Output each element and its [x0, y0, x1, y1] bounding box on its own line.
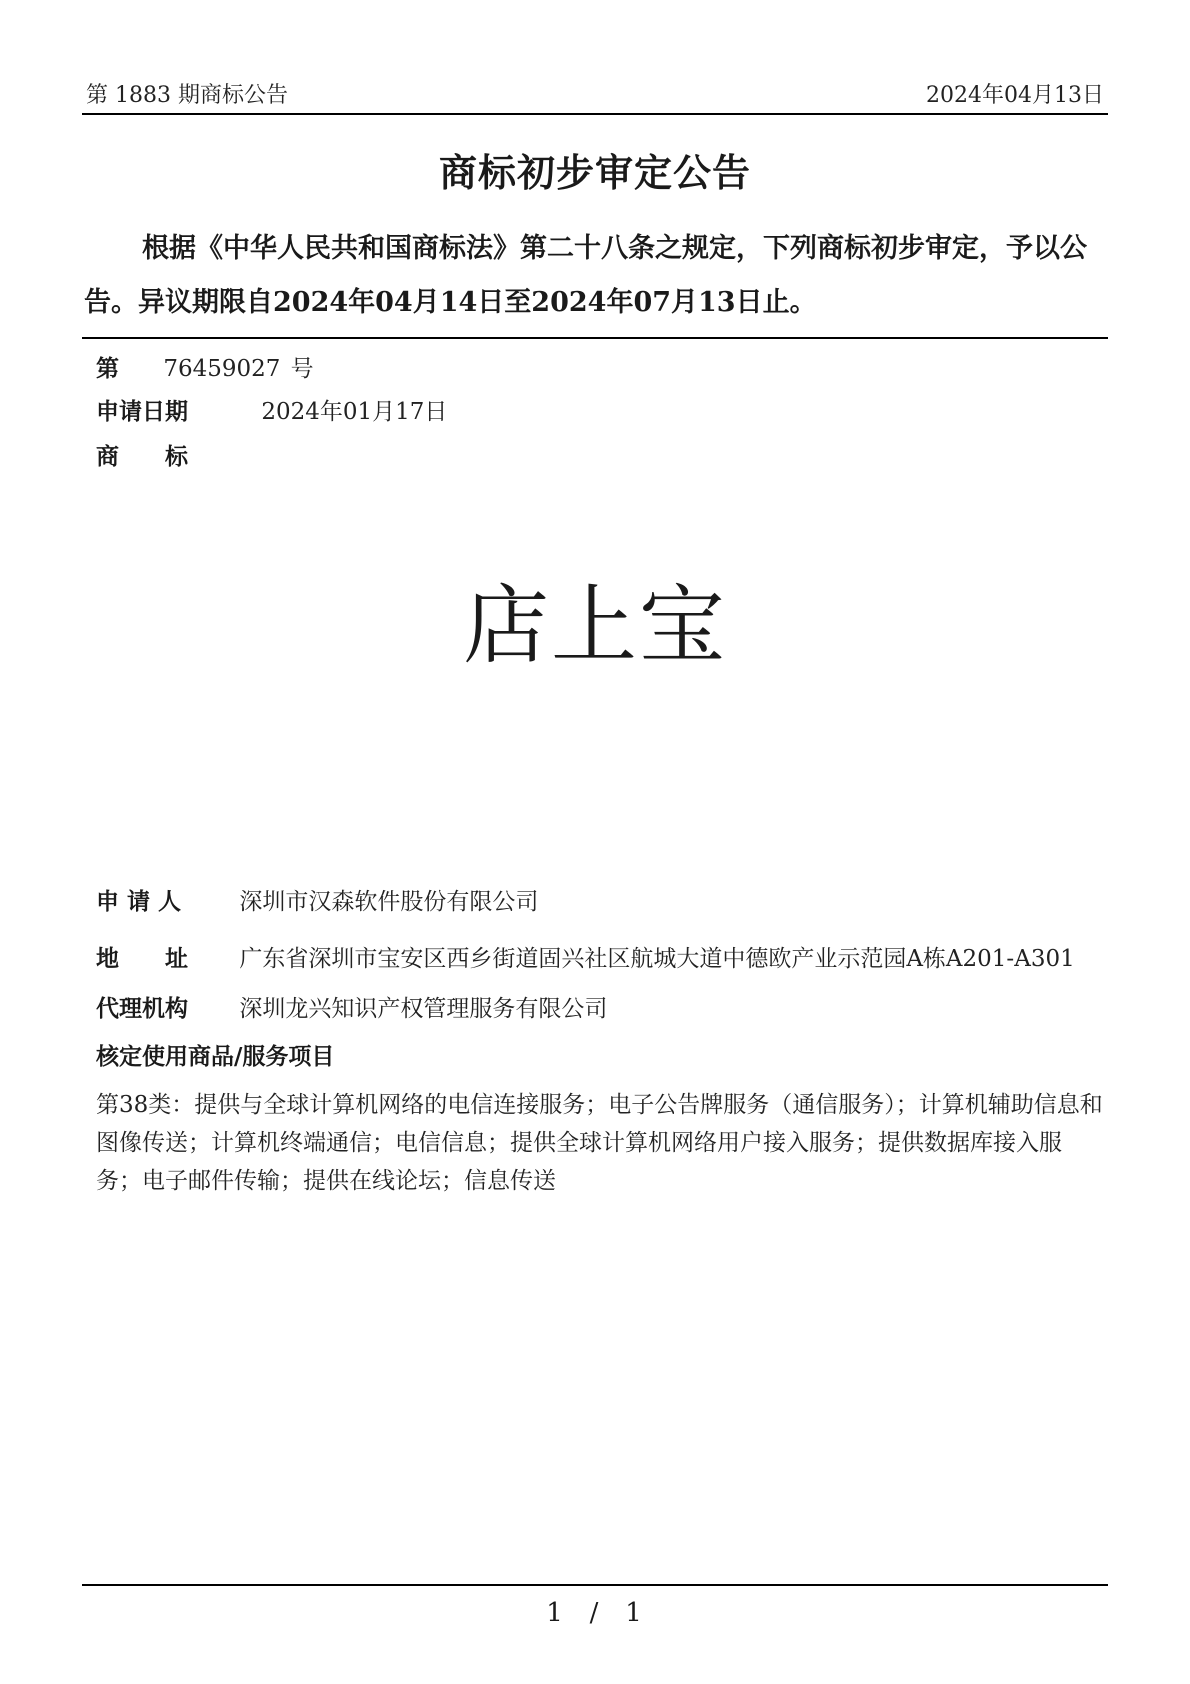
page-number	[0, 1598, 1190, 1628]
page-current: 1	[546, 1598, 565, 1628]
agent-row	[96, 990, 607, 1023]
agent-label: 代理机构	[96, 995, 188, 1022]
address-value: 广东省深圳市宝安区西乡街道固兴社区航城大道中德欧产业示范园A栋A201-A301	[239, 946, 1075, 972]
applicant-label: 申 请 人	[96, 888, 182, 915]
agent-name: 深圳龙兴知识产权管理服务有限公司	[239, 996, 608, 1022]
filing-date-row	[96, 393, 447, 426]
trademark-text: 店上宝	[463, 576, 727, 676]
registration-number-row	[96, 350, 314, 383]
page-separator: /	[589, 1598, 601, 1628]
mark-label: 商 标	[96, 443, 188, 470]
number-prefix: 第	[96, 355, 119, 382]
issue-date: 2024年04月13日	[926, 83, 1104, 108]
filing-date-label: 申请日期	[96, 398, 188, 425]
footer-divider	[82, 1584, 1108, 1586]
intro-paragraph: 根据《中华人民共和国商标法》第二十八条之规定，下列商标初步审定，予以公告。异议期限自2024年04月14日至2024年07月13日止。	[84, 233, 1087, 318]
number-suffix: 号	[290, 356, 314, 382]
goods-label: 核定使用商品/服务项目	[96, 1043, 335, 1070]
address-label: 地 址	[96, 945, 188, 972]
goods-services-list: 第38类：提供与全球计算机网络的电信连接服务；电子公告牌服务（通信服务）；计算机辅助信息和图像传送；计算机终端通信；电信信息；提供全球计算机网络用户接入服务；提供数据库接入服务；电子邮件传输；提供在线论坛；信息传送	[96, 1092, 1103, 1194]
applicant-row	[96, 883, 538, 916]
registration-number: 76459027	[163, 356, 281, 382]
applicant-name: 深圳市汉森软件股份有限公司	[239, 889, 539, 915]
filing-date: 2024年01月17日	[261, 399, 448, 425]
page-total: 1	[625, 1598, 644, 1628]
issue-number: 第 1883 期商标公告	[86, 83, 288, 108]
page-title: 商标初步审定公告	[438, 150, 751, 195]
goods-heading-row	[96, 1038, 334, 1071]
intro-divider	[82, 337, 1108, 339]
address-row	[96, 940, 1075, 973]
header-divider	[82, 113, 1108, 115]
mark-row	[96, 438, 188, 471]
